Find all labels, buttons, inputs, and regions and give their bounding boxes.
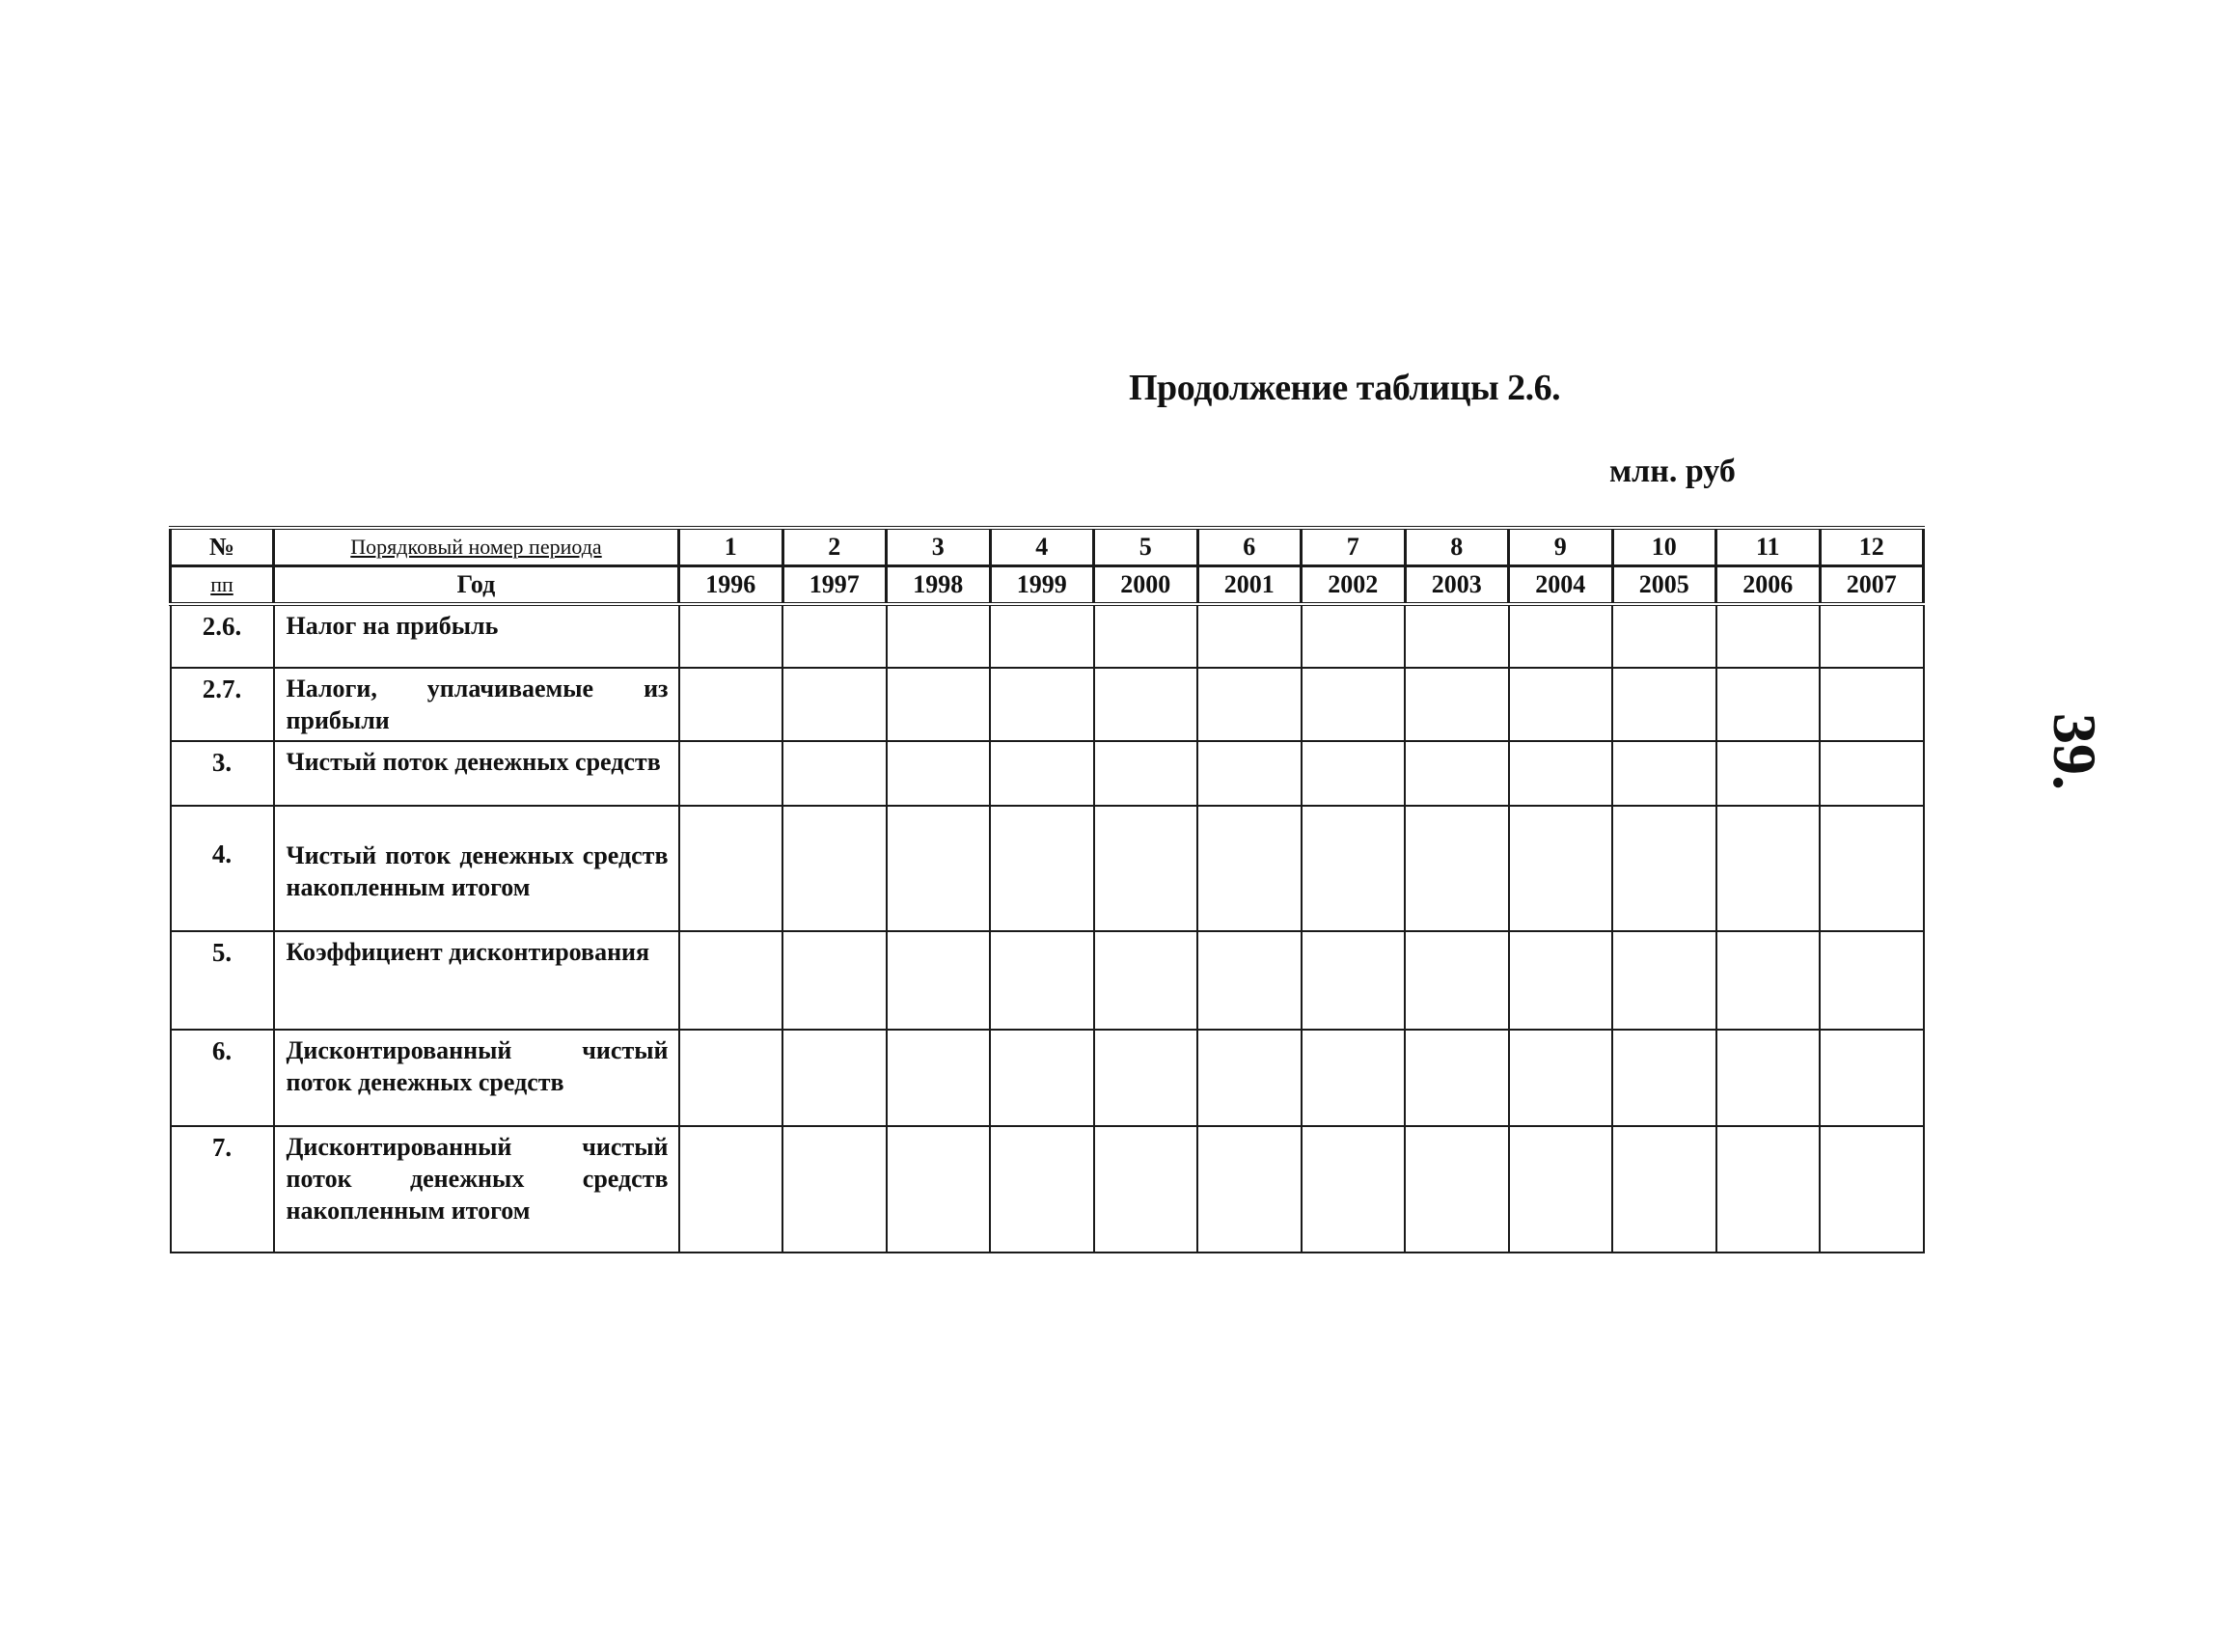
empty-cell bbox=[1094, 668, 1198, 741]
empty-cell bbox=[1302, 1126, 1406, 1253]
empty-cell bbox=[1716, 1126, 1821, 1253]
empty-cell bbox=[679, 931, 783, 1030]
header-period: 11 bbox=[1716, 528, 1821, 566]
empty-cell bbox=[1197, 1030, 1302, 1126]
empty-cell bbox=[1405, 741, 1509, 806]
empty-cell bbox=[1509, 1030, 1613, 1126]
empty-cell bbox=[679, 1030, 783, 1126]
empty-cell bbox=[1820, 931, 1924, 1030]
header-year: 1997 bbox=[782, 566, 887, 605]
row-label: Налог на прибыль bbox=[274, 604, 679, 668]
empty-cell bbox=[679, 741, 783, 806]
empty-cell bbox=[1612, 604, 1716, 668]
empty-cell bbox=[1197, 741, 1302, 806]
empty-cell bbox=[1197, 806, 1302, 931]
empty-cell bbox=[1197, 1126, 1302, 1253]
header-year: 1996 bbox=[679, 566, 783, 605]
table-row bbox=[171, 931, 1924, 1030]
header-year: 2007 bbox=[1820, 566, 1924, 605]
empty-cell bbox=[1094, 604, 1198, 668]
header-year: 2005 bbox=[1612, 566, 1716, 605]
header-period: 4 bbox=[990, 528, 1094, 566]
row-label: Налоги, уплачиваемые из прибыли bbox=[274, 668, 679, 741]
row-number: 6. bbox=[171, 1030, 274, 1126]
empty-cell bbox=[990, 1030, 1094, 1126]
row-label: Чистый поток денежных средств накопленным итогом bbox=[274, 806, 679, 931]
empty-cell bbox=[1612, 1030, 1716, 1126]
header-num-top: № bbox=[171, 528, 274, 566]
empty-cell bbox=[1612, 931, 1716, 1030]
empty-cell bbox=[1509, 806, 1613, 931]
header-period: 5 bbox=[1094, 528, 1198, 566]
header-period: 1 bbox=[679, 528, 783, 566]
empty-cell bbox=[1302, 1030, 1406, 1126]
empty-cell bbox=[990, 931, 1094, 1030]
page-number: 39. bbox=[2041, 713, 2109, 790]
empty-cell bbox=[1820, 806, 1924, 931]
empty-cell bbox=[990, 741, 1094, 806]
table-row bbox=[171, 668, 1924, 741]
empty-cell bbox=[990, 668, 1094, 741]
header-period: 3 bbox=[887, 528, 991, 566]
empty-cell bbox=[1820, 668, 1924, 741]
empty-cell bbox=[1197, 931, 1302, 1030]
empty-cell bbox=[1509, 741, 1613, 806]
header-period: 2 bbox=[782, 528, 887, 566]
empty-cell bbox=[1302, 931, 1406, 1030]
empty-cell bbox=[1094, 1030, 1198, 1126]
empty-cell bbox=[782, 1126, 887, 1253]
empty-cell bbox=[679, 806, 783, 931]
empty-cell bbox=[1716, 741, 1821, 806]
empty-cell bbox=[1820, 741, 1924, 806]
header-period-label: Порядковый номер периода bbox=[274, 528, 679, 566]
header-year-label: Год bbox=[274, 566, 679, 605]
table-row bbox=[171, 741, 1924, 806]
empty-cell bbox=[1820, 1030, 1924, 1126]
empty-cell bbox=[782, 931, 887, 1030]
empty-cell bbox=[1509, 931, 1613, 1030]
header-num-bottom: пп bbox=[171, 566, 274, 605]
empty-cell bbox=[887, 1030, 991, 1126]
header-year: 2001 bbox=[1197, 566, 1302, 605]
row-number: 3. bbox=[171, 741, 274, 806]
empty-cell bbox=[1612, 1126, 1716, 1253]
header-year: 2003 bbox=[1405, 566, 1509, 605]
empty-cell bbox=[1509, 668, 1613, 741]
empty-cell bbox=[679, 668, 783, 741]
empty-cell bbox=[887, 604, 991, 668]
empty-cell bbox=[782, 604, 887, 668]
empty-cell bbox=[1612, 668, 1716, 741]
row-label: Дисконтированный чистый поток денежных средств bbox=[274, 1030, 679, 1126]
header-year: 1999 bbox=[990, 566, 1094, 605]
empty-cell bbox=[1820, 604, 1924, 668]
row-number: 2.6. bbox=[171, 604, 274, 668]
empty-cell bbox=[1302, 806, 1406, 931]
empty-cell bbox=[990, 604, 1094, 668]
row-number: 4. bbox=[171, 806, 274, 931]
empty-cell bbox=[782, 806, 887, 931]
empty-cell bbox=[1302, 668, 1406, 741]
empty-cell bbox=[782, 668, 887, 741]
empty-cell bbox=[1509, 604, 1613, 668]
header-year: 2000 bbox=[1094, 566, 1198, 605]
empty-cell bbox=[1612, 741, 1716, 806]
empty-cell bbox=[887, 668, 991, 741]
row-number: 5. bbox=[171, 931, 274, 1030]
header-period: 6 bbox=[1197, 528, 1302, 566]
empty-cell bbox=[1716, 604, 1821, 668]
empty-cell bbox=[1197, 604, 1302, 668]
empty-cell bbox=[1820, 1126, 1924, 1253]
empty-cell bbox=[887, 806, 991, 931]
row-label: Коэффициент дисконтирования bbox=[274, 931, 679, 1030]
header-period: 8 bbox=[1405, 528, 1509, 566]
units-label: млн. руб bbox=[1609, 454, 1736, 489]
table-caption: Продолжение таблицы 2.6. bbox=[1129, 368, 1561, 408]
empty-cell bbox=[1405, 1126, 1509, 1253]
header-year: 2006 bbox=[1716, 566, 1821, 605]
header-year: 1998 bbox=[887, 566, 991, 605]
table-row bbox=[171, 1030, 1924, 1126]
table-row bbox=[171, 1126, 1924, 1253]
table-body bbox=[171, 604, 1924, 1253]
empty-cell bbox=[1302, 604, 1406, 668]
header-year: 2002 bbox=[1302, 566, 1406, 605]
empty-cell bbox=[1094, 741, 1198, 806]
empty-cell bbox=[1405, 1030, 1509, 1126]
row-label: Чистый поток денежных средств bbox=[274, 741, 679, 806]
row-label: Дисконтированный чистый поток денежных средств накопленным итогом bbox=[274, 1126, 679, 1253]
empty-cell bbox=[887, 931, 991, 1030]
empty-cell bbox=[1197, 668, 1302, 741]
empty-cell bbox=[1094, 1126, 1198, 1253]
table-row bbox=[171, 806, 1924, 931]
empty-cell bbox=[679, 604, 783, 668]
empty-cell bbox=[1094, 931, 1198, 1030]
empty-cell bbox=[1716, 668, 1821, 741]
empty-cell bbox=[1509, 1126, 1613, 1253]
empty-cell bbox=[1405, 604, 1509, 668]
empty-cell bbox=[1716, 931, 1821, 1030]
empty-cell bbox=[1405, 668, 1509, 741]
row-number: 2.7. bbox=[171, 668, 274, 741]
row-number: 7. bbox=[171, 1126, 274, 1253]
empty-cell bbox=[1716, 1030, 1821, 1126]
header-year: 2004 bbox=[1509, 566, 1613, 605]
empty-cell bbox=[782, 741, 887, 806]
empty-cell bbox=[1612, 806, 1716, 931]
header-period: 9 bbox=[1509, 528, 1613, 566]
header-row-periods bbox=[171, 528, 1924, 566]
empty-cell bbox=[990, 806, 1094, 931]
empty-cell bbox=[887, 741, 991, 806]
header-period: 7 bbox=[1302, 528, 1406, 566]
empty-cell bbox=[1302, 741, 1406, 806]
empty-cell bbox=[679, 1126, 783, 1253]
cash-flow-table bbox=[169, 526, 1925, 1253]
header-row-years bbox=[171, 566, 1924, 605]
empty-cell bbox=[1094, 806, 1198, 931]
empty-cell bbox=[1405, 806, 1509, 931]
empty-cell bbox=[990, 1126, 1094, 1253]
empty-cell bbox=[1405, 931, 1509, 1030]
header-period: 10 bbox=[1612, 528, 1716, 566]
empty-cell bbox=[782, 1030, 887, 1126]
empty-cell bbox=[887, 1126, 991, 1253]
empty-cell bbox=[1716, 806, 1821, 931]
table-row bbox=[171, 604, 1924, 668]
header-period: 12 bbox=[1820, 528, 1924, 566]
